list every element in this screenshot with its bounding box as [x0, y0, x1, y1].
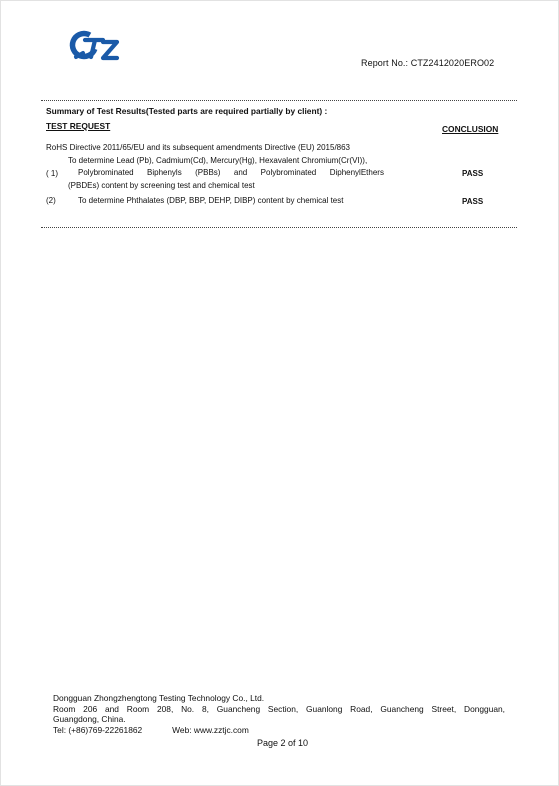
- bottom-divider: [41, 227, 517, 228]
- conclusion-heading: CONCLUSION: [442, 124, 499, 134]
- item-1-word: Polybrominated: [78, 168, 134, 177]
- footer-contact: [53, 725, 505, 736]
- item-1-word: Polybrominated: [260, 168, 317, 177]
- summary-title: Summary of Test Results(Tested parts are required partially by client) :: [46, 106, 328, 116]
- item-1-word: (PBBs): [195, 168, 221, 177]
- item-1-line-2: [68, 168, 384, 177]
- item-1-number: ( 1): [46, 169, 58, 178]
- footer-address-line-2: Guangdong, China.: [53, 714, 126, 725]
- report-number: Report No.: CTZ2412020ERO02: [361, 58, 495, 68]
- item-2-line-1: To determine Phthalates (DBP, BBP, DEHP, DIBP) content by chemical test: [78, 196, 344, 205]
- item-2-result: PASS: [462, 197, 484, 206]
- item-1-word: DiphenylEthers: [329, 168, 384, 177]
- footer-company: Dongguan Zhongzhengtong Testing Technology Co., Ltd.: [53, 693, 265, 703]
- rohs-directive: RoHS Directive 2011/65/EU and its subsequent amendments Directive (EU) 2015/863: [46, 143, 351, 152]
- item-1-line-3: (PBDEs) content by screening test and chemical test: [68, 181, 255, 190]
- ctz-logo-icon: [67, 27, 123, 67]
- footer-tel: Tel: (+86)769-22261862: [53, 724, 143, 735]
- item-1-word: and: [233, 168, 248, 177]
- item-1-result: PASS: [462, 169, 484, 178]
- item-1-word: Biphenyls: [147, 168, 182, 177]
- item-1-line-1: To determine Lead (Pb), Cadmium(Cd), Mercury(Hg), Hexavalent Chromium(Cr(VI)),: [68, 156, 368, 165]
- footer-web: Web: www.zztjc.com: [172, 724, 249, 735]
- top-divider: [41, 100, 517, 101]
- item-2-number: (2): [46, 196, 56, 205]
- footer: [53, 693, 505, 735]
- page-number: Page 2 of 10: [257, 738, 309, 748]
- test-request-heading: TEST REQUEST: [46, 121, 111, 131]
- footer-address-line-1: Room 206 and Room 208, No. 8, Guancheng Section, Guanlong Road, Guancheng Street, Dongguan,: [53, 703, 505, 714]
